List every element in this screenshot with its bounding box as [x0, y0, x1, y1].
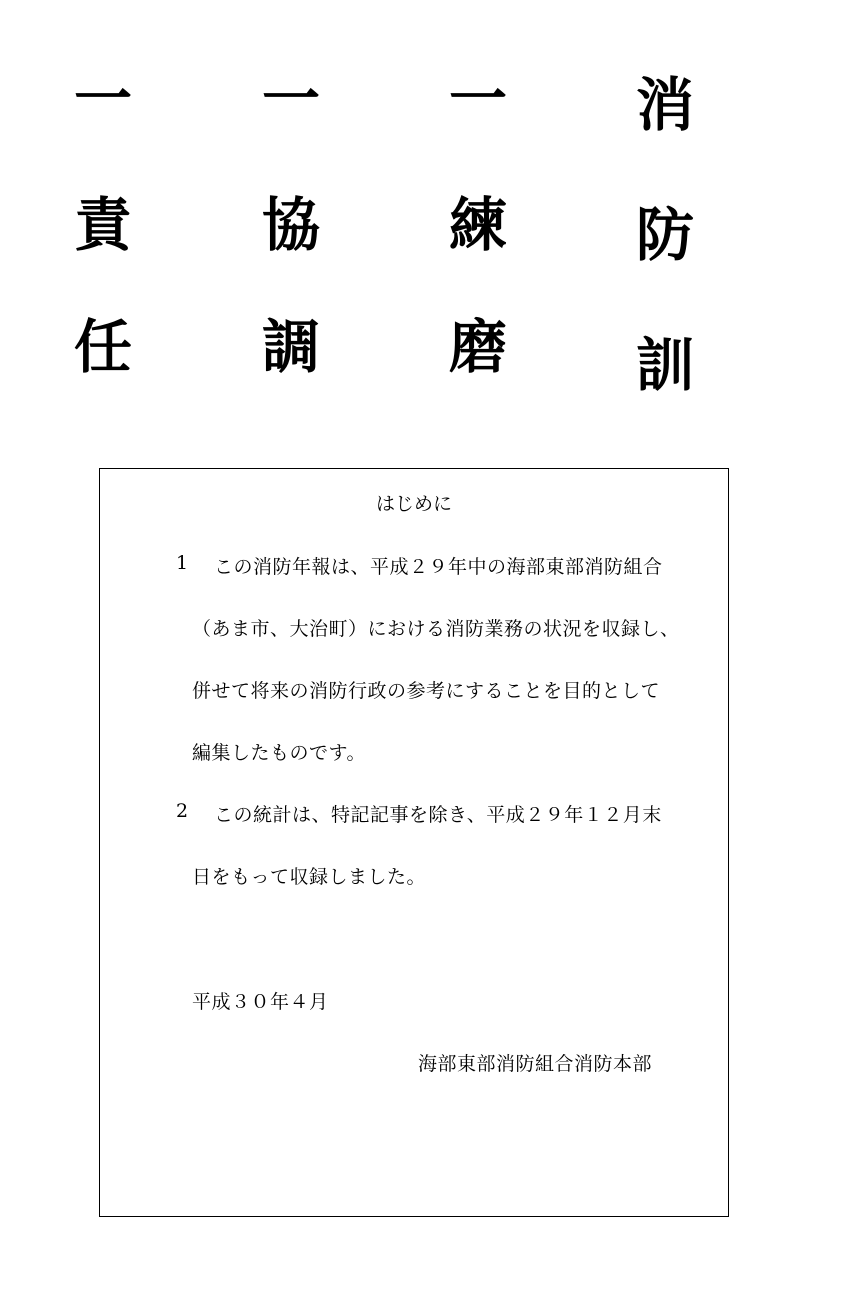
- item-1-line-4: 編集したものです。: [192, 742, 366, 764]
- introduction-title: はじめに: [375, 493, 452, 515]
- introduction-box: [99, 468, 729, 1217]
- issuer-name: 海部東部消防組合消防本部: [418, 1053, 653, 1075]
- item-1-line-2: （あま市、大治町）における消防業務の状況を収録し、: [192, 618, 680, 640]
- motto-title-char-3: 訓: [635, 331, 694, 399]
- item-number-1: 1: [176, 552, 189, 574]
- motto-bullet: 一: [448, 65, 507, 133]
- motto-char: 任: [73, 313, 132, 381]
- item-1-line-1: この消防年報は、平成２９年中の海部東部消防組合: [214, 556, 663, 578]
- publication-date: 平成３０年４月: [192, 991, 329, 1013]
- motto-char: 責: [73, 191, 132, 259]
- item-1-line-3: 併せて将来の消防行政の参考にすることを目的として: [192, 680, 661, 702]
- item-2-line-1: この統計は、特記記事を除き、平成２９年１２月末: [214, 804, 662, 826]
- motto-title-char-1: 消: [635, 71, 694, 139]
- item-number-2: 2: [176, 800, 189, 822]
- motto-char: 調: [261, 313, 320, 381]
- motto-char: 磨: [448, 313, 507, 381]
- motto-char: 協: [261, 191, 320, 259]
- motto-bullet: 一: [261, 65, 320, 133]
- motto-title-char-2: 防: [635, 201, 694, 269]
- item-2-line-2: 日をもって収録しました。: [192, 866, 427, 888]
- motto-bullet: 一: [73, 65, 132, 133]
- motto-char: 練: [448, 191, 507, 259]
